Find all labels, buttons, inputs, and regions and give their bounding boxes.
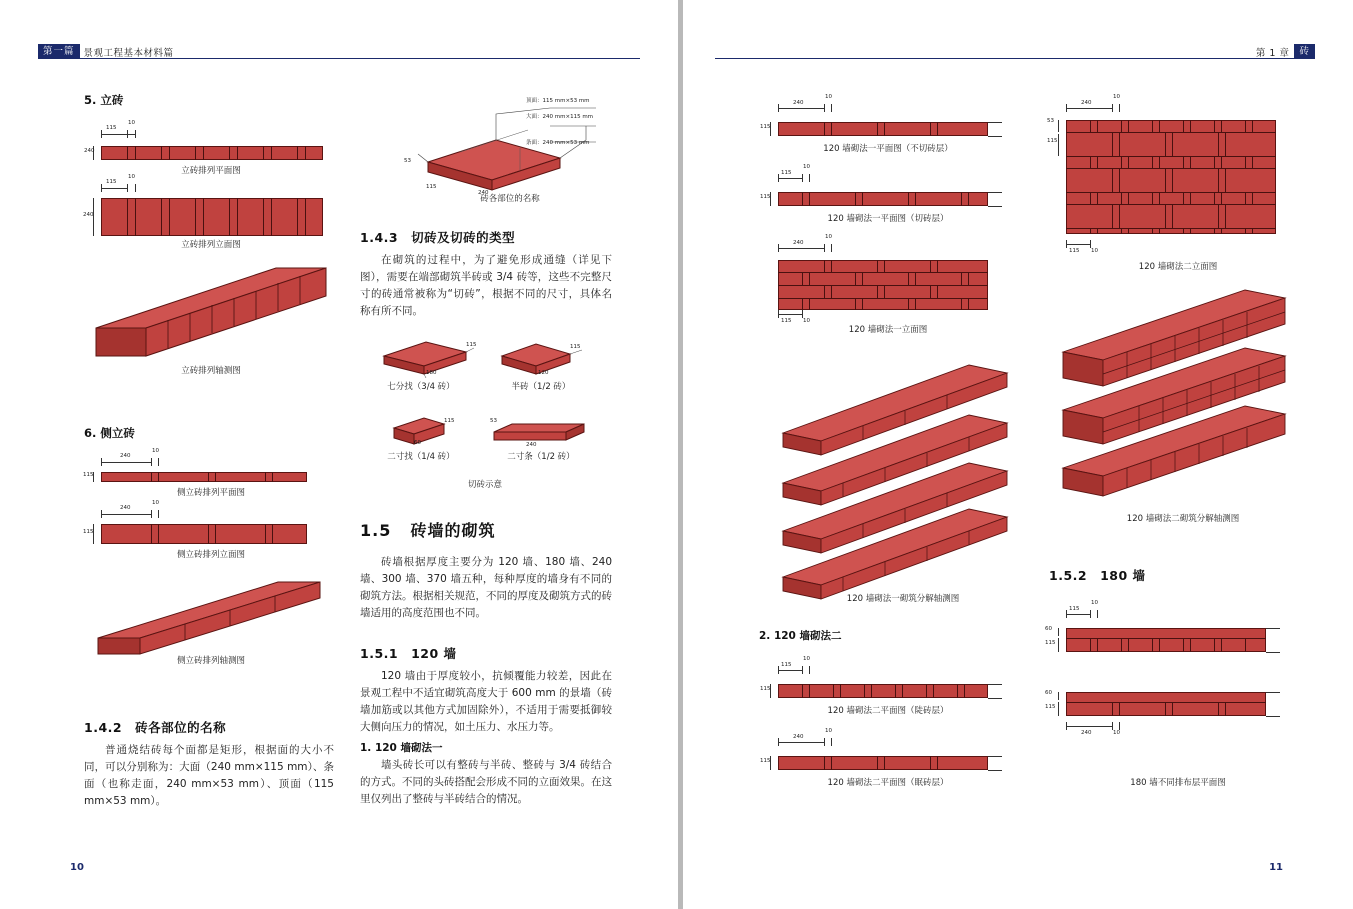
drawing-vertical-brick-plan: 115 10 240 — [96, 128, 336, 170]
drawing-cut-brick-4: 240 53 — [486, 404, 598, 450]
right-header-chip: 砖 — [1294, 44, 1315, 59]
caption-120-elevation-2: 120 墙砌法二立面图 — [1138, 262, 1218, 272]
caption-cut-diagram: 切砖示意 — [467, 480, 502, 490]
drawing-cut-brick-1: 180 115 — [374, 330, 478, 380]
section-5-block — [84, 92, 334, 108]
caption-120-axon-1: 120 墙砌法一砌筑分解轴测图 — [846, 594, 960, 604]
section-1-5-1-body: 120 墙由于厚度较小，抗倾覆能力较差，因此在景观工程中不适宜砌筑高度大于 600 mm 的景墙（砖墙加筋或以其他方式加固除外），不适用于需要抵御较大侧向压力的情况，如土压力、水压力等。 — [360, 670, 612, 733]
drawing-120-elevation-1: 240 10 115 10 — [773, 240, 1013, 332]
caption-side-brick-plan: 侧立砖排列平面图 — [176, 488, 245, 498]
section-1-4-2-title: 1.4.2 砖各部位的名称 — [84, 720, 227, 735]
drawing-120-plan2-cut: 115 10 115 — [773, 662, 1013, 710]
section-1-5-1-sub-body: 墙头砖长可以有整砖与半砖、整砖与 3/4 砖结合的方式。不同的头砖搭配会形成不同的立面效果。在这里仅列出了整砖与半砖结合的情况。 — [360, 759, 612, 805]
drawing-180-plan-b: 60 115 240 10 — [1061, 678, 1291, 740]
section-1-4-2-body: 普通烧结砖每个面都是矩形，根据面的大小不同，可以分别称为：大面（240 mm×115 mm）、条面（也称走面，240 mm×53 mm）、顶面（115 mm×53 mm）。 — [84, 744, 334, 807]
caption-vertical-brick-elevation: 立砖排列立面图 — [181, 240, 241, 250]
caption-120-elevation-1: 120 墙砌法一立面图 — [848, 325, 928, 335]
caption-120-plan-cut: 120 墙砌法一平面图（切砖层） — [827, 214, 949, 224]
drawing-vertical-brick-elevation: 115 10 240 — [96, 182, 336, 242]
caption-cut-brick-2: 半砖（1/2 砖） — [511, 382, 571, 392]
left-header-text: 景观工程基本材料篇 — [83, 47, 174, 59]
section-1-5-number: 1.5 — [360, 521, 392, 540]
drawing-cut-brick-3: 60 115 — [380, 404, 476, 450]
left-header-chip: 第一篇 — [38, 44, 80, 59]
caption-vertical-brick-axon: 立砖排列轴测图 — [181, 366, 241, 376]
section-1-5-body: 砖墙根据厚度主要分为 120 墙、180 墙、240 墙、300 墙、370 墙五种，每种厚度的墙身有不同的砌筑方法。根据相关规范，不同的厚度及砌筑方式的砖墙适用的高度范围也不同。 — [360, 556, 612, 619]
caption-cut-brick-1: 七分找（3/4 砖） — [387, 382, 455, 392]
caption-120-plan-nocut: 120 墙砌法一平面图（不切砖层） — [823, 144, 953, 154]
drawing-120-axon-1 — [763, 355, 1053, 595]
section-1-4-3-body: 在砌筑的过程中，为了避免形成通缝（详见下图），需要在端部砌筑半砖或 3/4 砖等，这些不完整尺寸的砖通常被称为“切砖”，根据不同的尺寸，具体名称有所不同。 — [360, 254, 612, 317]
section-1-5-2-title: 1.5.2 180 墙 — [1049, 568, 1146, 583]
caption-brick-faces: 砖各部位的名称 — [480, 194, 540, 204]
drawing-brick-faces: 顶面：115 mm×53 mm 大面：240 mm×115 mm 条面：240 mm×53 mm 115 240 53 — [404, 98, 594, 196]
drawing-120-axon-2 — [1045, 282, 1335, 502]
caption-side-brick-elevation: 侧立砖排列立面图 — [176, 550, 245, 560]
drawing-120-plan-nocut: 240 10 115 — [773, 100, 1013, 148]
section-2-120-method-2-title: 2. 120 墙砌法二 — [759, 630, 842, 642]
drawing-vertical-brick-axon — [80, 256, 340, 366]
section-1-5-1-sub-title: 1. 120 墙砌法一 — [360, 742, 443, 754]
caption-side-brick-axon: 侧立砖排列轴测图 — [176, 656, 245, 666]
right-page — [683, 0, 1353, 909]
drawing-side-brick-axon — [80, 568, 340, 663]
right-header-text: 第 1 章 — [1255, 47, 1290, 59]
caption-120-plan2-eye: 120 墙砌法二平面图（眠砖层） — [827, 778, 949, 788]
right-head-rule — [715, 58, 1315, 59]
caption-180-plan: 180 墙不同排布层平面图 — [1130, 778, 1226, 788]
caption-120-axon-2: 120 墙砌法二砌筑分解轴测图 — [1126, 514, 1240, 524]
right-folio: 11 — [1269, 862, 1283, 873]
section-1-5-title: 砖墙的砌筑 — [410, 521, 496, 540]
caption-cut-brick-4: 二寸条（1/2 砖） — [507, 452, 575, 462]
drawing-120-plan2-eye: 240 10 115 — [773, 734, 1013, 782]
left-head-rule — [38, 58, 640, 59]
caption-vertical-brick-plan: 立砖排列平面图 — [181, 166, 241, 176]
drawing-180-plan-a: 115 10 60 115 — [1061, 606, 1291, 654]
drawing-120-plan-cut: 115 10 115 — [773, 170, 1013, 218]
drawing-cut-brick-2: 120 115 — [492, 330, 596, 380]
section-1-4-3-title: 1.4.3 切砖及切砖的类型 — [360, 230, 516, 245]
section-5-title: 5. 立砖 — [84, 93, 124, 107]
drawing-side-brick-elevation: 240 10 115 — [96, 508, 336, 550]
section-6-title: 6. 侧立砖 — [84, 426, 135, 440]
drawing-120-elevation-2: 240 10 53 115 115 10 — [1061, 100, 1301, 250]
section-1-5-heading — [360, 518, 495, 541]
caption-cut-brick-3: 二寸找（1/4 砖） — [387, 452, 455, 462]
drawing-side-brick-plan: 240 10 115 — [96, 456, 336, 492]
caption-120-plan2-cut: 120 墙砌法二平面图（陡砖层） — [827, 706, 949, 716]
left-folio: 10 — [70, 862, 84, 873]
section-1-5-1-title: 1.5.1 120 墙 — [360, 646, 457, 661]
